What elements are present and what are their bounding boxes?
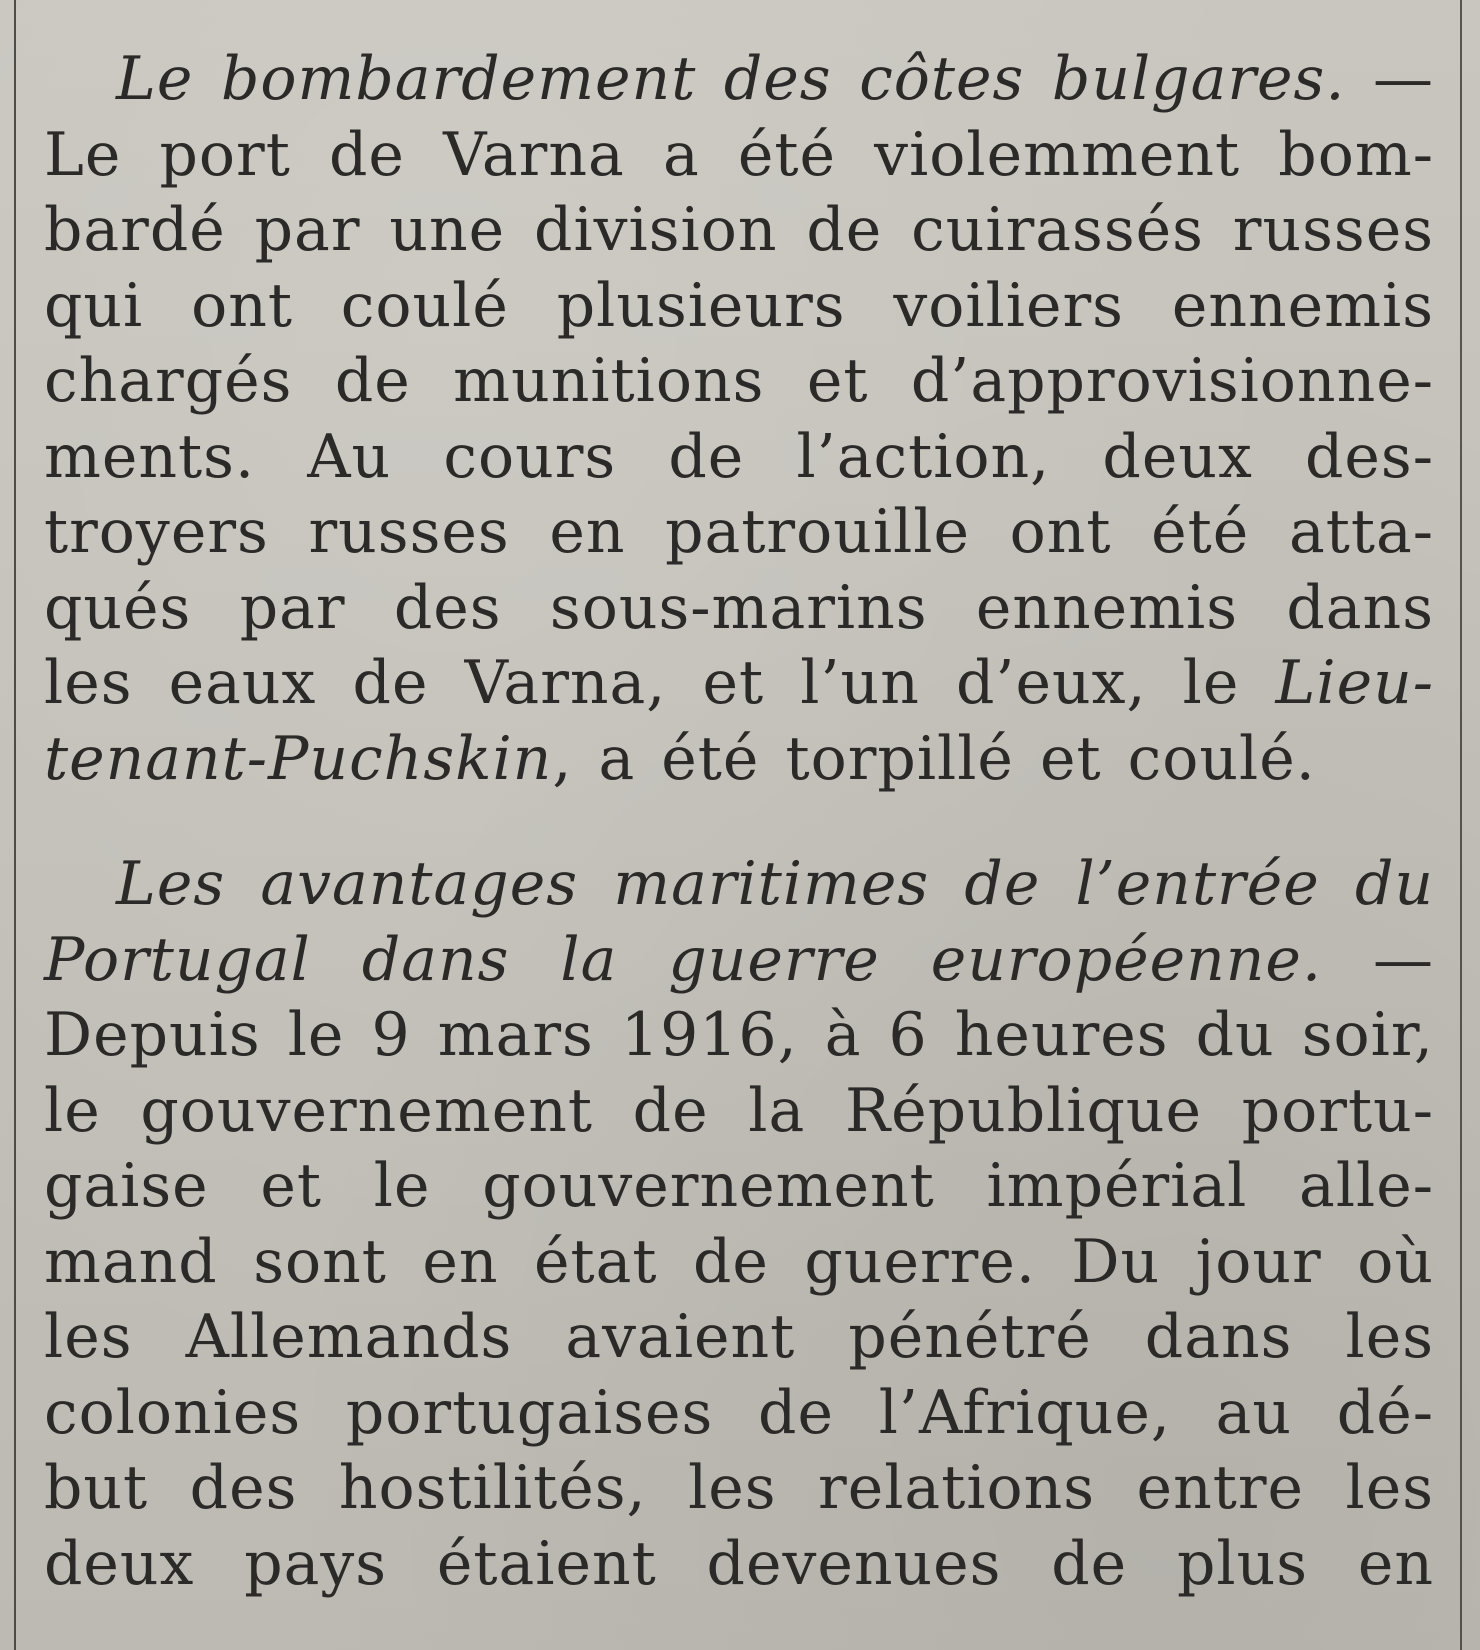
text-line: but des hostilités, les relations entre les [44, 1453, 1434, 1523]
ship-name-part: Lieu- [1275, 648, 1434, 718]
paragraph-title-line [44, 923, 1434, 999]
article-column [44, 42, 1434, 1602]
ship-name-part: tenant-Puchskin [44, 723, 553, 794]
paragraph-bombardement [44, 42, 1434, 797]
text-line: Le port de Varna a été violemment bom- [44, 119, 1434, 190]
text-line: gaise et le gouvernement impérial alle- [44, 1151, 1434, 1221]
text-line: mand sont en état de guerre. Du jour où [44, 1226, 1434, 1297]
paragraph-gap [44, 797, 1434, 847]
text-line: deux pays étaient devenues de plus en [44, 1528, 1434, 1599]
text-line: les Allemands avaient pénétré dans les [44, 1302, 1434, 1372]
paragraph-title: Les avantages maritimes de l’entrée du [116, 849, 1434, 919]
text-segment: les eaux de Varna, et l’un d’eux, le [44, 648, 1276, 718]
text-line: ments. Au cours de l’action, deux des- [44, 421, 1434, 492]
text-line [44, 646, 1434, 722]
paragraph-title-line [44, 42, 1434, 118]
text-line: Depuis le 9 mars 1916, à 6 heures du soir, [44, 1000, 1434, 1070]
text-line: colonies portugaises de l’Afrique, au dé- [44, 1377, 1434, 1448]
text-line: qui ont coulé plusieurs voiliers ennemis [44, 270, 1434, 341]
text-line [44, 722, 1434, 798]
text-line: chargés de munitions et d’approvisionne- [44, 346, 1434, 416]
column-rule-right [1460, 0, 1462, 1650]
text-line: le gouvernement de la République portu- [44, 1075, 1434, 1146]
title-dash: — [1322, 924, 1435, 995]
paragraph-title: Le bombardement des côtes bulgares. [116, 44, 1346, 114]
text-line: troyers russes en patrouille ont été atta- [44, 497, 1434, 567]
paragraph-portugal [44, 847, 1434, 1602]
paragraph-title: Portugal dans la guerre européenne. [44, 924, 1323, 995]
column-rule-left [14, 0, 16, 1650]
text-line: qués par des sous-marins ennemis dans [44, 572, 1434, 643]
title-dash: — [1345, 44, 1434, 114]
text-segment: , a été torpillé et coulé. [552, 723, 1316, 794]
text-line: bardé par une division de cuirassés russes [44, 195, 1434, 265]
